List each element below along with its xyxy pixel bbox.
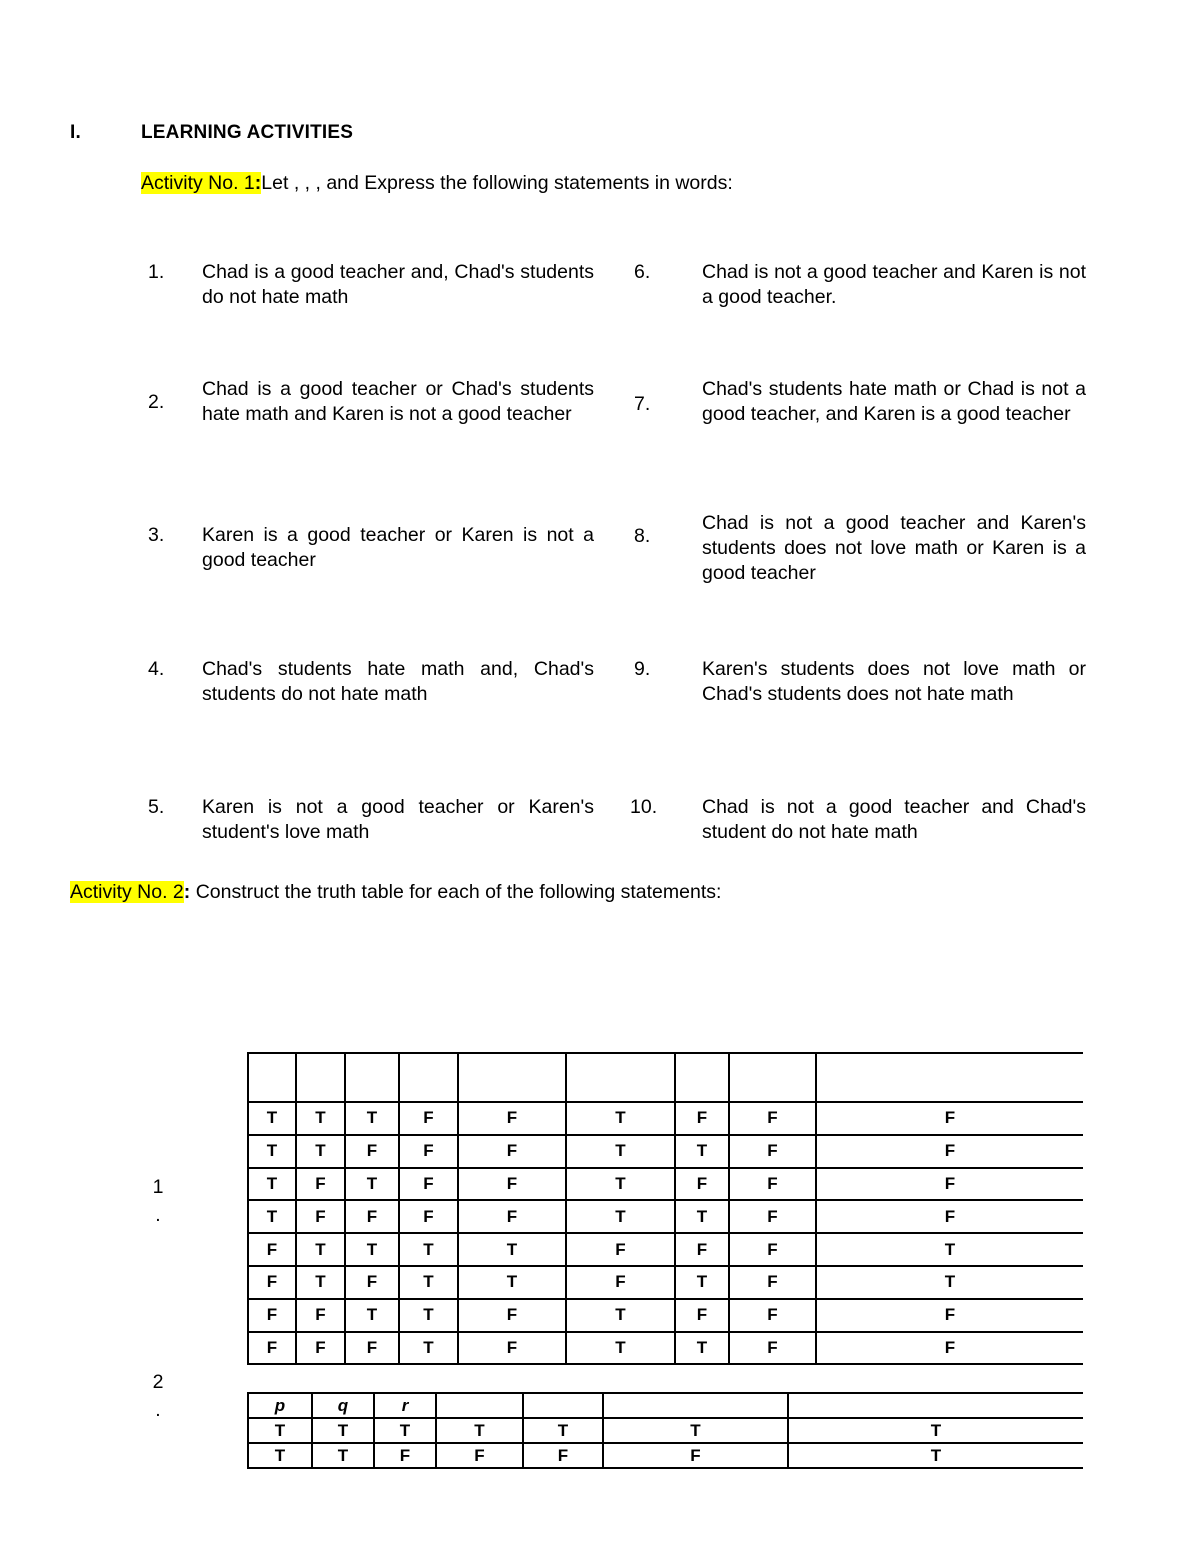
table-cell: F [345, 1135, 399, 1168]
table-cell: T [248, 1168, 296, 1201]
table-header-cell: p [248, 1393, 312, 1418]
item-number: 1. [148, 261, 165, 283]
item-number: 4. [148, 658, 165, 680]
item-statement: Chad's students hate math or Chad is not a good teacher, and Karen is a good teacher [702, 378, 1086, 425]
table-cell: T [458, 1266, 566, 1299]
activity2-label: Activity No. 2 [70, 881, 184, 903]
table-cell: T [566, 1168, 675, 1201]
table-cell: T [566, 1332, 675, 1365]
item-number: 5. [148, 796, 165, 818]
activity2-instruction: Construct the truth table for each of the following statements: [190, 881, 722, 903]
table-cell: F [675, 1168, 729, 1201]
table2-number-dot: . [155, 1399, 161, 1421]
table-cell: T [566, 1135, 675, 1168]
activity1-label: Activity No. 1 [141, 172, 255, 194]
table-header-cell [603, 1393, 788, 1418]
item-number: 3. [148, 524, 165, 546]
table-cell: F [675, 1233, 729, 1266]
table-cell: F [399, 1135, 458, 1168]
table-cell: F [458, 1102, 566, 1135]
table-header-cell: r [374, 1393, 436, 1418]
table-row [248, 1418, 1083, 1443]
truth-table-2 [247, 1392, 1083, 1469]
item-statement: Chad is a good teacher and, Chad's students do not hate math [202, 261, 594, 308]
item-statement: Chad's students hate math and, Chad's students do not hate math [202, 658, 594, 705]
table-header-row [248, 1053, 1083, 1102]
table2-number: 2 [152, 1371, 164, 1393]
table-cell: T [296, 1135, 345, 1168]
item-number: 10. [630, 796, 658, 818]
table-row [248, 1135, 1083, 1168]
activity1-colon: : [254, 172, 262, 194]
table-cell: T [345, 1299, 399, 1332]
table-cell: T [399, 1233, 458, 1266]
table-row [248, 1233, 1083, 1266]
item-number: 8. [634, 525, 651, 547]
table-header-row [248, 1393, 1083, 1418]
item-statement: Chad is a good teacher or Chad's students hate math and Karen is not a good teacher [202, 378, 594, 425]
table-cell: T [816, 1233, 1083, 1266]
table-cell: T [788, 1418, 1083, 1443]
table-cell: F [816, 1299, 1083, 1332]
table-header-cell [523, 1393, 603, 1418]
item-statement: Chad is not a good teacher and Karen is not a good teacher. [702, 261, 1086, 308]
table-cell: T [248, 1200, 296, 1233]
truth-table-1 [247, 1052, 1083, 1365]
table-row [248, 1266, 1083, 1299]
table-cell: T [248, 1418, 312, 1443]
table-cell: F [729, 1168, 816, 1201]
activity2-colon: : [183, 881, 191, 903]
table-cell: F [248, 1233, 296, 1266]
table-cell: T [523, 1418, 603, 1443]
table1-number: 1 [152, 1176, 164, 1198]
table-cell: F [296, 1168, 345, 1201]
table-cell: F [296, 1299, 345, 1332]
table-cell: F [399, 1168, 458, 1201]
activity1-instruction-line [141, 172, 733, 195]
table-cell: F [436, 1443, 523, 1468]
table-cell: F [399, 1102, 458, 1135]
table-cell: F [729, 1266, 816, 1299]
activity1-instruction: Let , , , and Express the following statements in words: [261, 172, 733, 194]
table-cell: T [788, 1443, 1083, 1468]
item-number: 7. [634, 393, 651, 415]
table-cell: T [399, 1266, 458, 1299]
table-cell: T [296, 1233, 345, 1266]
table-cell: T [675, 1135, 729, 1168]
table-cell: T [675, 1332, 729, 1365]
table-cell: T [312, 1418, 374, 1443]
table-cell: F [458, 1299, 566, 1332]
item-statement: Karen is a good teacher or Karen is not a good teacher [202, 524, 594, 571]
table-cell: T [566, 1102, 675, 1135]
table-cell: T [248, 1135, 296, 1168]
table-row [248, 1443, 1083, 1468]
table-cell: F [816, 1102, 1083, 1135]
table-cell: F [399, 1200, 458, 1233]
table-header-cell [436, 1393, 523, 1418]
table-cell: F [458, 1332, 566, 1365]
item-number: 9. [634, 658, 651, 680]
item-number: 2. [148, 391, 165, 413]
section-number: I. [70, 122, 81, 143]
table-header-cell [296, 1053, 345, 1102]
table-header-cell [788, 1393, 1083, 1418]
table-cell: F [816, 1168, 1083, 1201]
item-statement: Karen is not a good teacher or Karen's student's love math [202, 796, 594, 843]
table-row [248, 1332, 1083, 1365]
table-row [248, 1200, 1083, 1233]
table-header-cell [345, 1053, 399, 1102]
table-cell: F [345, 1266, 399, 1299]
table-cell: F [675, 1299, 729, 1332]
table-cell: T [345, 1102, 399, 1135]
table-cell: T [312, 1443, 374, 1468]
table-row [248, 1102, 1083, 1135]
table-cell: T [566, 1299, 675, 1332]
table-row [248, 1299, 1083, 1332]
table-cell: F [296, 1332, 345, 1365]
table-cell: T [816, 1266, 1083, 1299]
table-cell: T [436, 1418, 523, 1443]
table-header-cell [566, 1053, 675, 1102]
table-cell: F [816, 1135, 1083, 1168]
table-cell: F [729, 1299, 816, 1332]
table-cell: F [816, 1332, 1083, 1365]
table-cell: F [729, 1200, 816, 1233]
table-cell: F [675, 1102, 729, 1135]
table-cell: F [248, 1299, 296, 1332]
table-cell: T [345, 1233, 399, 1266]
table-header-cell: q [312, 1393, 374, 1418]
table-header-cell [248, 1053, 296, 1102]
table-cell: F [816, 1200, 1083, 1233]
table-cell: F [248, 1332, 296, 1365]
table-row [248, 1168, 1083, 1201]
table-cell: F [729, 1102, 816, 1135]
table-cell: F [523, 1443, 603, 1468]
table-cell: T [675, 1200, 729, 1233]
table-cell: F [729, 1332, 816, 1365]
table-header-cell [729, 1053, 816, 1102]
activity2-instruction-line [70, 881, 721, 904]
table-cell: F [729, 1233, 816, 1266]
table-cell: T [566, 1200, 675, 1233]
table-cell: F [345, 1200, 399, 1233]
table-cell: F [458, 1135, 566, 1168]
table-cell: T [399, 1299, 458, 1332]
table-cell: T [675, 1266, 729, 1299]
table-cell: F [729, 1135, 816, 1168]
table-cell: F [374, 1443, 436, 1468]
table-cell: F [566, 1233, 675, 1266]
table-cell: F [458, 1200, 566, 1233]
table-cell: F [345, 1332, 399, 1365]
table-cell: T [248, 1102, 296, 1135]
table-header-cell [816, 1053, 1083, 1102]
table-cell: T [374, 1418, 436, 1443]
table-cell: T [399, 1332, 458, 1365]
table-header-cell [399, 1053, 458, 1102]
table-cell: T [345, 1168, 399, 1201]
item-statement: Chad is not a good teacher and Karen's students does not love math or Karen is a good teacher [702, 512, 1086, 584]
table-cell: F [566, 1266, 675, 1299]
table-header-cell [675, 1053, 729, 1102]
table1-number-dot: . [155, 1204, 161, 1226]
table-cell: T [296, 1102, 345, 1135]
section-title: LEARNING ACTIVITIES [141, 122, 354, 143]
table-cell: F [458, 1168, 566, 1201]
table-cell: F [296, 1200, 345, 1233]
item-statement: Chad is not a good teacher and Chad's student do not hate math [702, 796, 1086, 843]
item-statement: Karen's students does not love math or Chad's students does not hate math [702, 658, 1086, 705]
table-cell: T [248, 1443, 312, 1468]
item-number: 6. [634, 261, 651, 283]
table-cell: F [248, 1266, 296, 1299]
table-cell: T [296, 1266, 345, 1299]
table-cell: T [603, 1418, 788, 1443]
table-header-cell [458, 1053, 566, 1102]
table-cell: T [458, 1233, 566, 1266]
table-cell: F [603, 1443, 788, 1468]
